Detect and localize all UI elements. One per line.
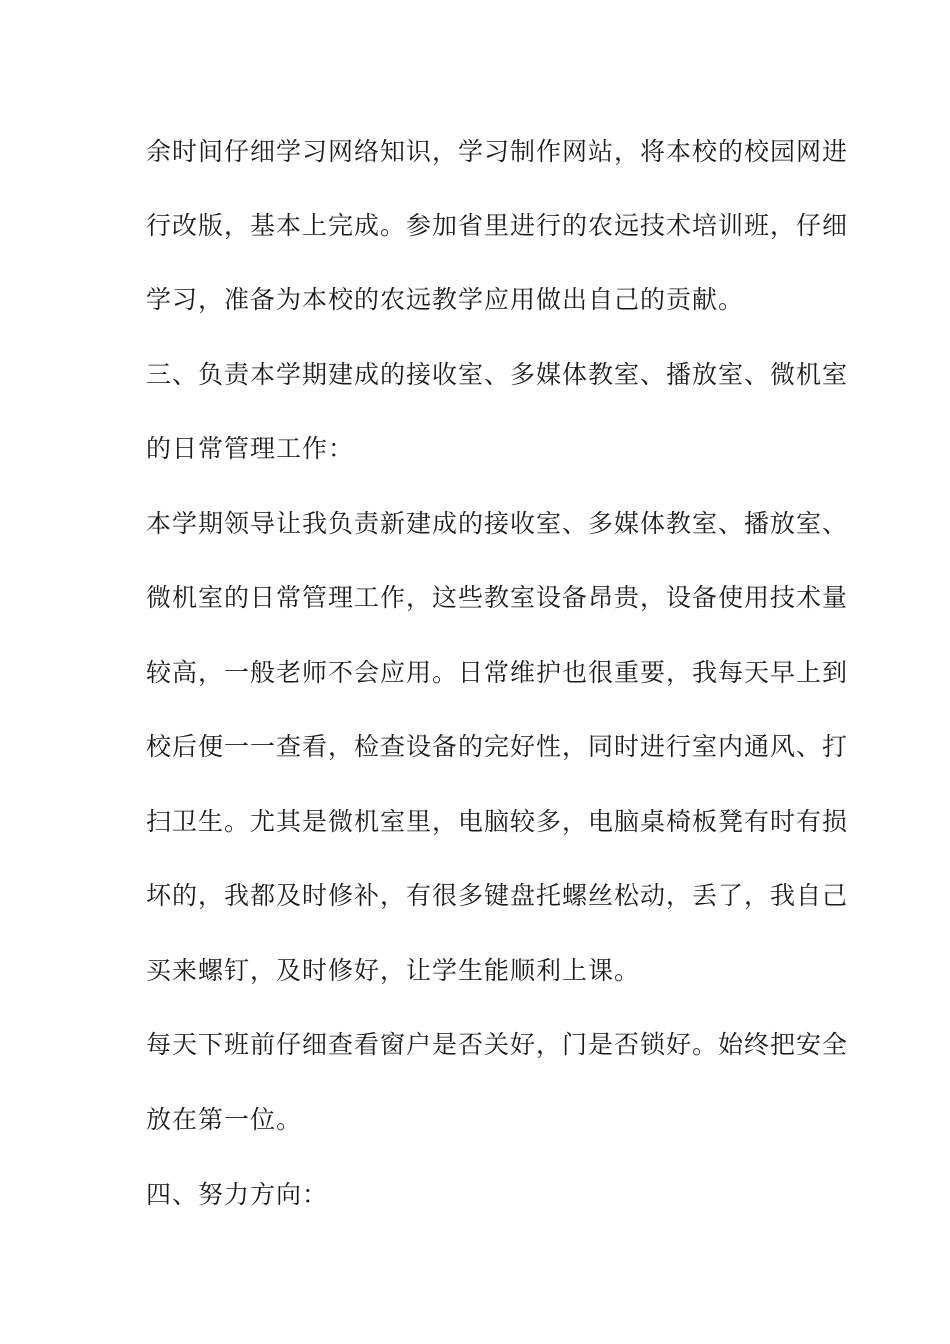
section-heading-3: 三、负责本学期建成的接收室、多媒体教室、播放室、微机室 — [146, 360, 849, 389]
text-line: 每天下班前仔细查看窗户是否关好，门是否锁好。始终把安全 — [146, 1030, 849, 1059]
text-line: 微机室的日常管理工作，这些教室设备昂贵，设备使用技术量 — [146, 583, 849, 612]
text-line: 校后便一一查看，检查设备的完好性，同时进行室内通风、打 — [146, 732, 849, 761]
text-line: 扫卫生。尤其是微机室里，电脑较多，电脑桌椅板凳有时有损 — [146, 807, 849, 836]
section-heading-3-cont: 的日常管理工作： — [146, 434, 355, 463]
text-line: 行改版，基本上完成。参加省里进行的农远技术培训班，仔细 — [146, 211, 849, 240]
text-line: 放在第一位。 — [146, 1105, 303, 1134]
text-line: 学习，准备为本校的农远教学应用做出自己的贡献。 — [146, 285, 745, 314]
text-line: 坏的，我都及时修补，有很多键盘托螺丝松动，丢了，我自己 — [146, 881, 849, 910]
text-line: 较高，一般老师不会应用。日常维护也很重要，我每天早上到 — [146, 658, 849, 687]
section-heading-4: 四、努力方向： — [146, 1180, 329, 1209]
text-line: 余时间仔细学习网络知识，学习制作网站，将本校的校园网进 — [146, 137, 849, 166]
text-line: 买来螺钉，及时修好，让学生能顺利上课。 — [146, 956, 641, 985]
text-line: 本学期领导让我负责新建成的接收室、多媒体教室、播放室、 — [146, 509, 849, 538]
